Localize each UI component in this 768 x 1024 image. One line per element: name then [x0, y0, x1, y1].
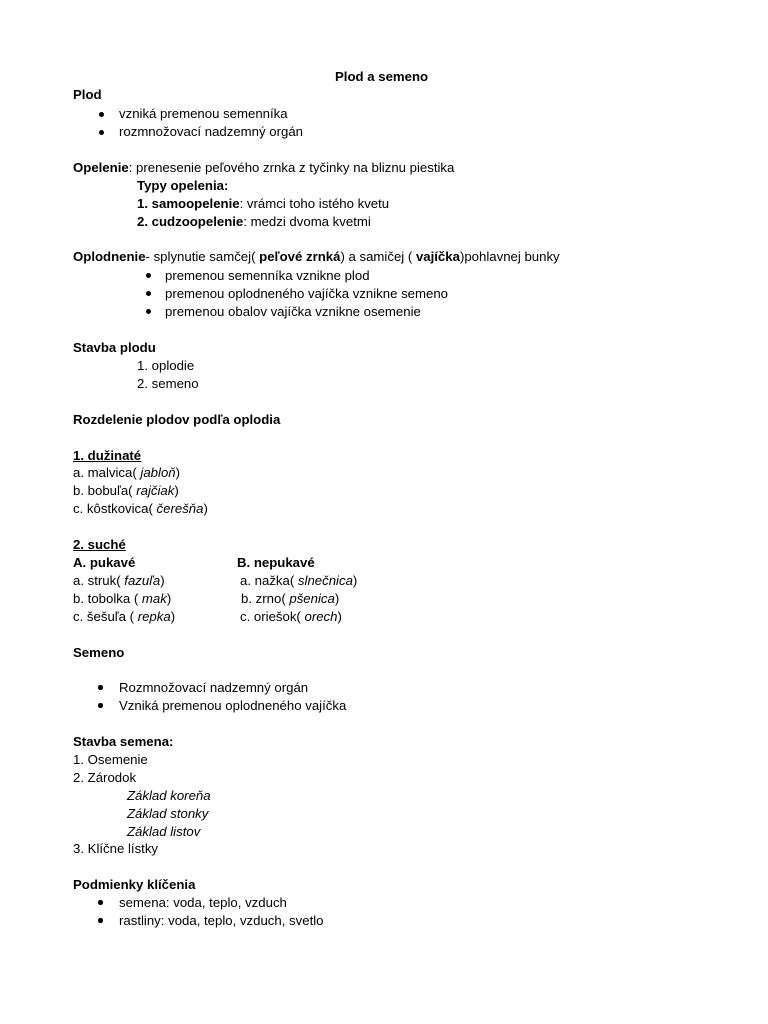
stavba-semena-item-2: 2. Zárodok [73, 770, 137, 785]
duzinate-item-b [73, 482, 179, 499]
item-text: b. bobuľa( [73, 483, 137, 498]
oplodnenie-bold-1: peľové zrnká [259, 249, 341, 264]
oplodnenie-text-2: ) a samičej ( [340, 249, 416, 264]
item-close: ) [160, 573, 165, 588]
semeno-bullet-1: Rozmnožovací nadzemný orgán [119, 680, 309, 695]
duzinate-heading: 1. dužinaté [73, 448, 142, 463]
opelenie-text: : prenesenie peľového zrnka z tyčinky na bliznu piestika [128, 160, 455, 175]
item-text: c. kôstkovica( [73, 501, 157, 516]
semeno-bullet-2: Vzniká premenou oplodneného vajíčka [119, 698, 347, 713]
bullet-icon [146, 309, 151, 314]
item-example: mak [141, 591, 167, 606]
stavba-semena-item-3: 3. Klíčne lístky [73, 841, 159, 856]
item-text: c. šešuľa ( [73, 609, 138, 624]
oplodnenie-text-3: )pohlavnej bunky [459, 249, 560, 264]
zarodok-sub-2: Základ stonky [127, 806, 209, 821]
klicenie-bullet-2: rastliny: voda, teplo, vzduch, svetlo [119, 913, 324, 928]
item-text: a. nažka( [240, 573, 298, 588]
bullet-icon [98, 918, 103, 923]
nepukave-item-c [240, 608, 342, 625]
nepukave-heading: B. nepukavé [237, 555, 315, 570]
item-close: ) [334, 591, 340, 606]
nepukave-item-a [240, 572, 357, 589]
type2-label: 2. cudzoopelenie [137, 214, 244, 229]
opelenie-type-2 [137, 213, 371, 230]
bullet-icon [99, 130, 104, 135]
stavba-plodu-item-2: 2. semeno [137, 376, 199, 391]
pukave-item-c [73, 608, 175, 625]
type2-text: : medzi dvoma kvetmi [243, 214, 371, 229]
item-example: pšenica [289, 591, 335, 606]
plod-bullet-2: rozmnožovací nadzemný orgán [119, 124, 303, 139]
oplodnenie-bullet-3: premenou obalov vajíčka vznikne osemenie [165, 304, 421, 319]
item-example: repka [137, 609, 171, 624]
item-example: slnečnica [297, 573, 353, 588]
stavba-semena-item-1: 1. Osemenie [73, 752, 148, 767]
bullet-icon [99, 112, 104, 117]
pukave-heading: A. pukavé [73, 555, 136, 570]
zarodok-sub-3: Základ listov [127, 824, 201, 839]
bullet-icon [98, 703, 103, 708]
pukave-item-b [73, 590, 171, 607]
item-example: jabloň [140, 465, 176, 480]
klicenie-bullet-1: semena: voda, teplo, vzduch [119, 895, 287, 910]
stavba-semena-heading: Stavba semena: [73, 734, 174, 749]
item-close: ) [174, 483, 179, 498]
bullet-icon [146, 291, 151, 296]
opelenie-label: Opelenie [73, 160, 129, 175]
item-text: a. struk( [73, 573, 125, 588]
opelenie-type-1 [137, 195, 389, 212]
klicenie-heading: Podmienky klíčenia [73, 877, 196, 892]
typy-opelenia-heading: Typy opelenia: [137, 178, 229, 193]
type1-text: : vrámci toho istého kvetu [239, 196, 390, 211]
item-example: fazuľa [124, 573, 161, 588]
item-close: ) [203, 501, 208, 516]
duzinate-item-c [73, 500, 208, 517]
semeno-heading: Semeno [73, 645, 125, 660]
opelenie-line [73, 159, 454, 176]
stavba-plodu-item-1: 1. oplodie [137, 358, 195, 373]
item-close: ) [352, 573, 358, 588]
type1-label: 1. samoopelenie [137, 196, 240, 211]
oplodnenie-bullet-1: premenou semenníka vznikne plod [165, 268, 370, 283]
suche-heading: 2. suché [73, 537, 126, 552]
item-close: ) [337, 609, 342, 624]
stavba-plodu-heading: Stavba plodu [73, 340, 156, 355]
bullet-icon [98, 685, 103, 690]
plod-bullet-1: vzniká premenou semenníka [119, 106, 288, 121]
document-title: Plod a semeno [335, 69, 429, 84]
item-text: b. zrno( [241, 591, 290, 606]
duzinate-item-a [73, 464, 180, 481]
oplodnenie-text-1: - splynutie samčej( [145, 249, 260, 264]
item-text: a. malvica( [73, 465, 141, 480]
oplodnenie-bold-2: vajíčka [415, 249, 460, 264]
item-close: ) [170, 609, 176, 624]
item-close: ) [166, 591, 172, 606]
item-text: b. tobolka ( [73, 591, 142, 606]
nepukave-item-b [241, 590, 339, 607]
oplodnenie-label: Oplodnenie [73, 249, 146, 264]
item-example: čerešňa [156, 501, 204, 516]
item-text: c. oriešok( [240, 609, 305, 624]
pukave-item-a [73, 572, 165, 589]
item-example: rajčiak [136, 483, 175, 498]
bullet-icon [146, 273, 151, 278]
oplodnenie-bullet-2: premenou oplodneného vajíčka vznikne semeno [165, 286, 448, 301]
oplodnenie-line [73, 248, 560, 265]
item-example: orech [304, 609, 338, 624]
rozdelenie-heading: Rozdelenie plodov podľa oplodia [73, 412, 281, 427]
bullet-icon [98, 900, 103, 905]
plod-heading: Plod [73, 87, 102, 102]
zarodok-sub-1: Základ koreňa [127, 788, 211, 803]
item-close: ) [175, 465, 181, 480]
